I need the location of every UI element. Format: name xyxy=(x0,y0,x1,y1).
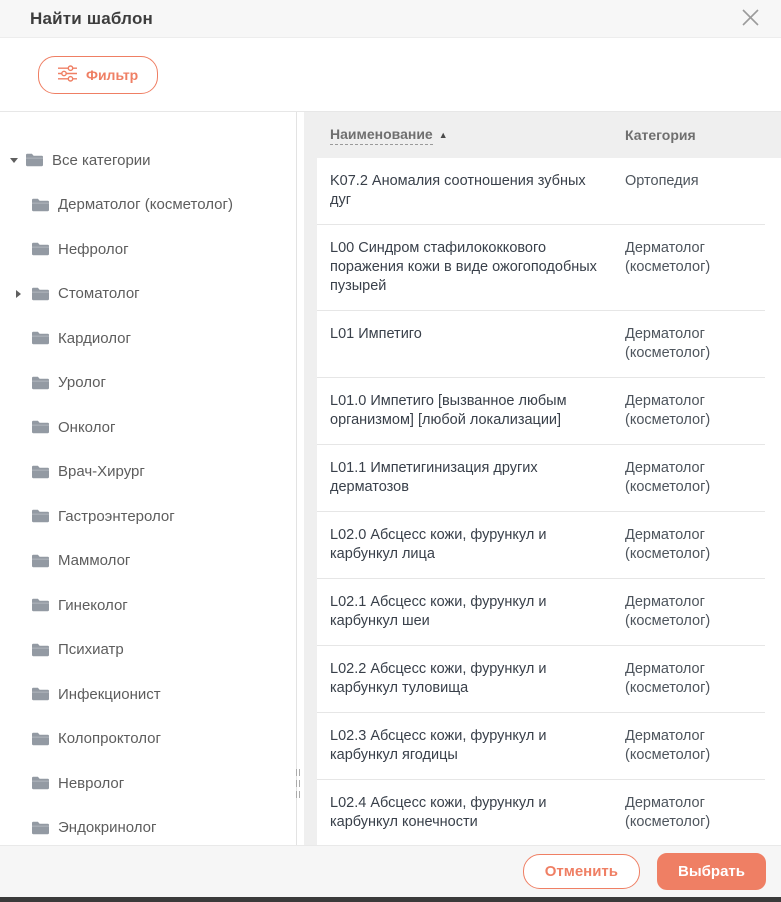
table-row[interactable] xyxy=(317,311,765,378)
tree-item[interactable] xyxy=(0,539,296,584)
folder-icon xyxy=(32,509,49,523)
folder-icon xyxy=(26,153,43,167)
tree-item[interactable] xyxy=(0,672,296,717)
template-category-cell: Дерматолог (косметолог) xyxy=(625,795,711,830)
template-name-cell: L01 Импетиго xyxy=(330,326,422,342)
page-title: Найти шаблон xyxy=(30,8,154,28)
panel-splitter-handle[interactable] xyxy=(293,763,303,803)
tree-item[interactable] xyxy=(0,628,296,673)
folder-icon xyxy=(32,420,49,434)
template-category-cell: Дерматолог (косметолог) xyxy=(625,661,711,696)
folder-icon xyxy=(32,776,49,790)
template-category-cell: Дерматолог (косметолог) xyxy=(625,527,711,562)
table-row[interactable] xyxy=(317,579,765,646)
column-header-category: Категория xyxy=(625,127,696,143)
template-name-cell: L01.1 Импетигинизация других дерматозов xyxy=(330,460,538,495)
tree-item[interactable] xyxy=(0,806,296,846)
tree-item[interactable] xyxy=(0,361,296,406)
template-name-cell: L02.3 Абсцесс кожи, фурункул и карбункул ягодицы xyxy=(330,728,547,763)
tree-item-label: Дерматолог (косметолог) xyxy=(58,196,233,214)
folder-icon xyxy=(32,331,49,345)
modal-titlebar xyxy=(0,0,781,38)
tree-item-label: Эндокринолог xyxy=(58,819,157,837)
folder-icon xyxy=(32,242,49,256)
folder-icon xyxy=(32,643,49,657)
folder-icon xyxy=(32,821,49,835)
tree-item-label: Невролог xyxy=(58,774,125,792)
folder-icon xyxy=(32,687,49,701)
tree-item[interactable] xyxy=(0,761,296,806)
table-body xyxy=(317,158,781,845)
table-row[interactable] xyxy=(317,780,765,845)
category-tree xyxy=(0,112,297,845)
tree-item[interactable] xyxy=(0,450,296,495)
tree-item[interactable] xyxy=(0,583,296,628)
sliders-icon xyxy=(58,65,77,85)
tree-item-label: Кардиолог xyxy=(58,329,131,347)
table-header-row xyxy=(317,112,781,158)
content-area xyxy=(0,112,781,845)
folder-icon xyxy=(32,732,49,746)
panel-gutter xyxy=(304,112,317,845)
tree-item-label: Психиатр xyxy=(58,641,124,659)
select-button[interactable]: Выбрать xyxy=(657,853,766,890)
table-row[interactable] xyxy=(317,378,765,445)
table-row[interactable] xyxy=(317,713,765,780)
template-name-cell: L02.4 Абсцесс кожи, фурункул и карбункул конечности xyxy=(330,795,547,830)
folder-icon xyxy=(32,554,49,568)
template-name-cell: L01.0 Импетиго [вызванное любым организмом] [любой локализации] xyxy=(330,393,567,428)
tree-item-label: Инфекционист xyxy=(58,685,161,703)
table-row[interactable] xyxy=(317,646,765,713)
tree-item-label: Стоматолог xyxy=(58,285,140,303)
table-row[interactable] xyxy=(317,445,765,512)
template-name-cell: L00 Синдром стафилококкового поражения кожи в виде ожогоподобных пузырей xyxy=(330,240,597,294)
tree-item-label: Врач-Хирург xyxy=(58,463,145,481)
tree-item-label: Гинеколог xyxy=(58,596,128,614)
templates-table xyxy=(317,112,781,845)
template-category-cell: Дерматолог (косметолог) xyxy=(625,460,711,495)
tree-item[interactable] xyxy=(0,183,296,228)
template-category-cell: Дерматолог (косметолог) xyxy=(625,728,711,763)
filter-toolbar xyxy=(0,38,781,112)
column-header-name[interactable] xyxy=(317,126,625,145)
tree-item[interactable] xyxy=(0,316,296,361)
table-row[interactable] xyxy=(317,225,765,311)
filter-button-label: Фильтр xyxy=(86,66,139,83)
tree-item-label: Маммолог xyxy=(58,552,131,570)
folder-icon xyxy=(32,376,49,390)
folder-icon xyxy=(32,598,49,612)
template-name-cell: L02.0 Абсцесс кожи, фурункул и карбункул лица xyxy=(330,527,547,562)
folder-icon xyxy=(32,198,49,212)
template-name-cell: L02.1 Абсцесс кожи, фурункул и карбункул шеи xyxy=(330,594,547,629)
modal-footer xyxy=(0,845,781,897)
template-category-cell: Ортопедия xyxy=(625,173,699,189)
tree-item-label: Все категории xyxy=(52,151,151,169)
close-button[interactable] xyxy=(737,6,763,32)
tree-item-label: Нефролог xyxy=(58,240,129,258)
tree-item-label: Гастроэнтеролог xyxy=(58,507,175,525)
close-icon xyxy=(741,8,760,30)
expand-arrow-icon xyxy=(16,290,32,298)
tree-item-label: Уролог xyxy=(58,374,106,392)
template-category-cell: Дерматолог (косметолог) xyxy=(625,594,711,629)
expand-arrow-icon xyxy=(10,158,26,163)
template-category-cell: Дерматолог (косметолог) xyxy=(625,326,711,361)
template-name-cell: K07.2 Аномалия соотношения зубных дуг xyxy=(330,173,586,208)
tree-item[interactable] xyxy=(0,405,296,450)
template-category-cell: Дерматолог (косметолог) xyxy=(625,240,711,275)
bottom-edge-strip xyxy=(0,897,781,902)
folder-icon xyxy=(32,287,49,301)
tree-item[interactable] xyxy=(0,138,296,183)
table-row[interactable] xyxy=(317,512,765,579)
tree-item-label: Колопроктолог xyxy=(58,730,162,748)
template-name-cell: L02.2 Абсцесс кожи, фурункул и карбункул туловища xyxy=(330,661,547,696)
tree-item[interactable] xyxy=(0,494,296,539)
sort-asc-icon: ▲ xyxy=(438,130,448,140)
tree-item[interactable] xyxy=(0,717,296,762)
table-row[interactable] xyxy=(317,158,765,225)
tree-item[interactable] xyxy=(0,272,296,317)
folder-icon xyxy=(32,465,49,479)
column-header-name-label: Наименование xyxy=(330,126,433,145)
tree-item-label: Онколог xyxy=(58,418,116,436)
tree-item[interactable] xyxy=(0,227,296,272)
template-category-cell: Дерматолог (косметолог) xyxy=(625,393,711,428)
cancel-button[interactable]: Отменить xyxy=(523,854,640,889)
filter-button[interactable] xyxy=(38,56,158,94)
